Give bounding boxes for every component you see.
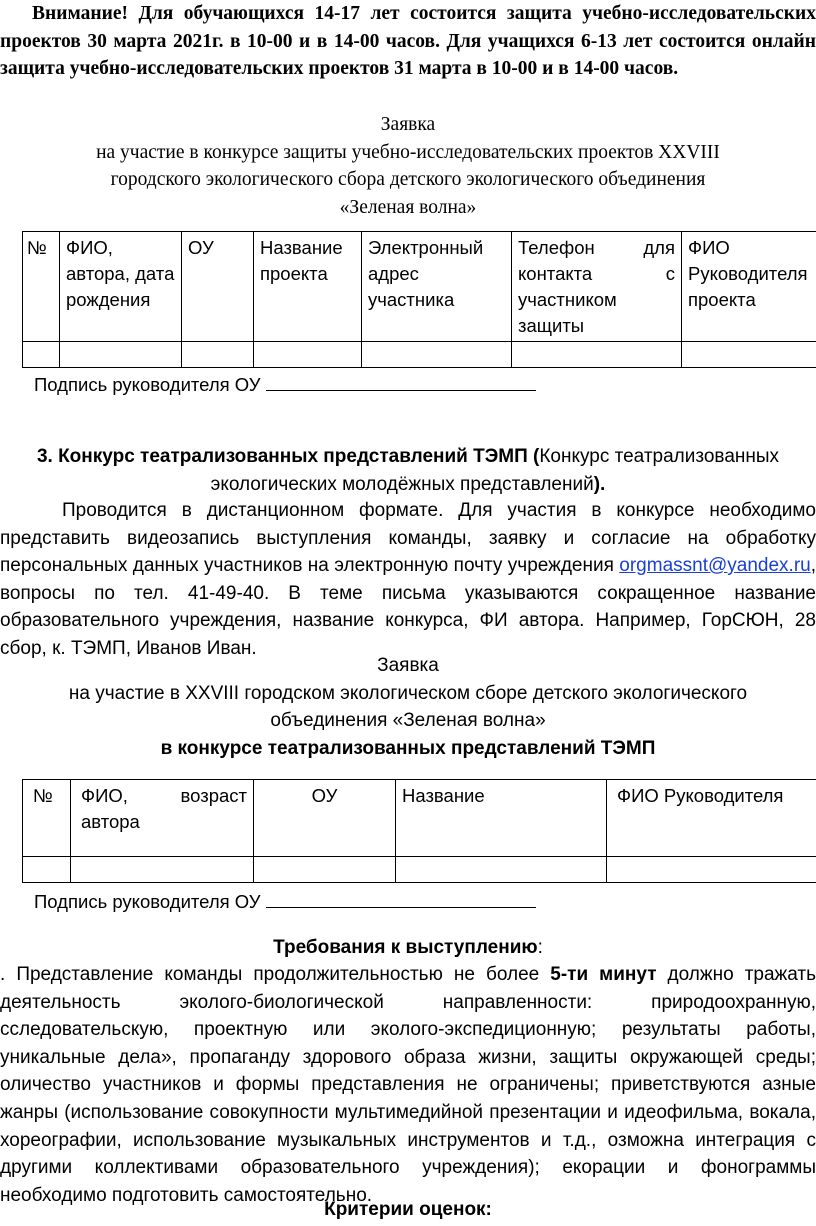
signature-line xyxy=(266,370,536,391)
form2-table xyxy=(22,779,816,883)
section3-title-normal: Конкурс театрализованных экологических молодёжных представлений xyxy=(210,446,780,495)
requirements-title-colon: : xyxy=(537,937,543,958)
form1-heading: Заявка xyxy=(380,114,436,135)
form2-line3: в конкурсе театрализованных представлений ТЭМП xyxy=(160,737,656,759)
signature-line xyxy=(266,887,536,908)
table-cell xyxy=(23,342,60,368)
table-cell xyxy=(512,342,682,368)
form1-col-phone: Телефон для контакта с участником защиты xyxy=(512,232,682,342)
email-link[interactable]: orgmassnt@yandex.ru xyxy=(619,555,811,576)
form1-col-project: Название проекта xyxy=(254,232,362,342)
form1-signature xyxy=(0,370,536,399)
requirements-paragraph xyxy=(0,961,816,1209)
section3-text-before: Проводится в дистанционном формате. Для участия в конкурсе необходимо представить видеозапись выступления команды, заявку и согласие на обработку персональных данных участников на электронную почту учреждения xyxy=(0,500,816,576)
form2-line1: на участие в XXVIII городском экологическом сборе детского экологического xyxy=(68,682,748,704)
form1-line2: городского экологического сбора детского экологического объединения xyxy=(110,169,706,190)
section3-title-bold: 3. Конкурс театрализованных представлений ТЭМП ( xyxy=(36,446,540,467)
form1-col-number: № xyxy=(23,232,60,342)
form2-heading-block xyxy=(0,652,816,762)
requirements-title xyxy=(0,934,816,962)
table-cell xyxy=(254,342,362,368)
form1-table xyxy=(22,231,816,368)
form1-signature-label: Подпись руководителя ОУ xyxy=(34,374,261,395)
requirements-title-text: Требования к выступлению xyxy=(273,937,538,958)
section3-title-end: ). xyxy=(593,473,606,495)
requirements-duration: 5-ти минут xyxy=(550,964,657,985)
form2-col-number: № xyxy=(23,780,71,857)
form1-header-row xyxy=(23,232,816,342)
form1-line1: на участие в конкурсе защиты учебно-исследовательских проектов XXVIII xyxy=(96,141,720,163)
notice-lead: Внимание! xyxy=(32,3,128,24)
table-cell xyxy=(254,857,396,883)
form1-col-author: ФИО, автора, дата рождения xyxy=(60,232,182,342)
form1-empty-row xyxy=(23,342,816,368)
form2-col-school: ОУ xyxy=(254,780,396,857)
table-cell xyxy=(682,342,816,368)
section3-paragraph xyxy=(0,497,816,662)
criteria-title: Критерии оценок: xyxy=(324,1199,492,1220)
form1-col-school: ОУ xyxy=(182,232,254,342)
form2-signature xyxy=(0,887,536,916)
section3-title xyxy=(0,443,816,498)
notice-paragraph xyxy=(0,0,816,83)
requirements-text-b: должно тражать деятельность эколого-биологической направленности: природоохранную, сследовательскую, проектную или эколого-экспедиционную; результаты работы, уникальные дела», пропаганду здорового образа жизни, защиты окружающей среды; оличество участников и формы представления не ограничены; приветствуются азные жанры (использование совокупности мультимедийной презентации и идеофильма, вокала, хореографии, использование музыкальных инструментов и т.д., озможна интеграция с другими коллективами образовательного учреждения); екорации и фонограммы необходимо подготовить самостоятельно. xyxy=(0,964,816,1206)
table-cell xyxy=(23,857,71,883)
form1-line3: «Зеленая волна» xyxy=(339,196,477,218)
form1-col-supervisor: ФИО Руководителя проекта xyxy=(682,232,816,342)
table-cell xyxy=(362,342,512,368)
form2-line2: объединения «Зеленая волна» xyxy=(270,710,546,731)
form2-col-title: Название xyxy=(396,780,607,857)
form1-heading-block xyxy=(0,111,816,221)
table-cell xyxy=(607,857,816,883)
requirements-text-a: . Представление команды продолжительностью не более xyxy=(0,964,551,985)
form2-heading: Заявка xyxy=(377,655,439,676)
table-cell xyxy=(396,857,607,883)
table-cell xyxy=(60,342,182,368)
form2-empty-row xyxy=(23,857,816,883)
form2-signature-label: Подпись руководителя ОУ xyxy=(34,891,261,912)
section3-text-after: , вопросы по тел. 41-49-40. В теме письма указываются сокращенное название образовательного учреждения, название конкурса, ФИ автора. Например, ГорСЮН, 28 сбор, к. ТЭМП, Иванов Иван. xyxy=(0,555,816,659)
form1-col-email: Электронный адрес участника xyxy=(362,232,512,342)
form2-col-supervisor: ФИО Руководителя xyxy=(607,780,816,857)
form2-col-author: ФИО, возраст автора xyxy=(71,780,254,857)
table-cell xyxy=(71,857,254,883)
form2-header-row xyxy=(23,780,816,857)
table-cell xyxy=(182,342,254,368)
notice-text: Для обучающихся 14-17 лет состоится защита учебно-исследовательских проектов 30 марта 2021г. в 10-00 и в 14-00 часов. Для учащихся 6-13 лет состоится онлайн защита учебно-исследовательских проектов 31 марта в 10-00 и в 14-00 часов. xyxy=(0,3,816,79)
